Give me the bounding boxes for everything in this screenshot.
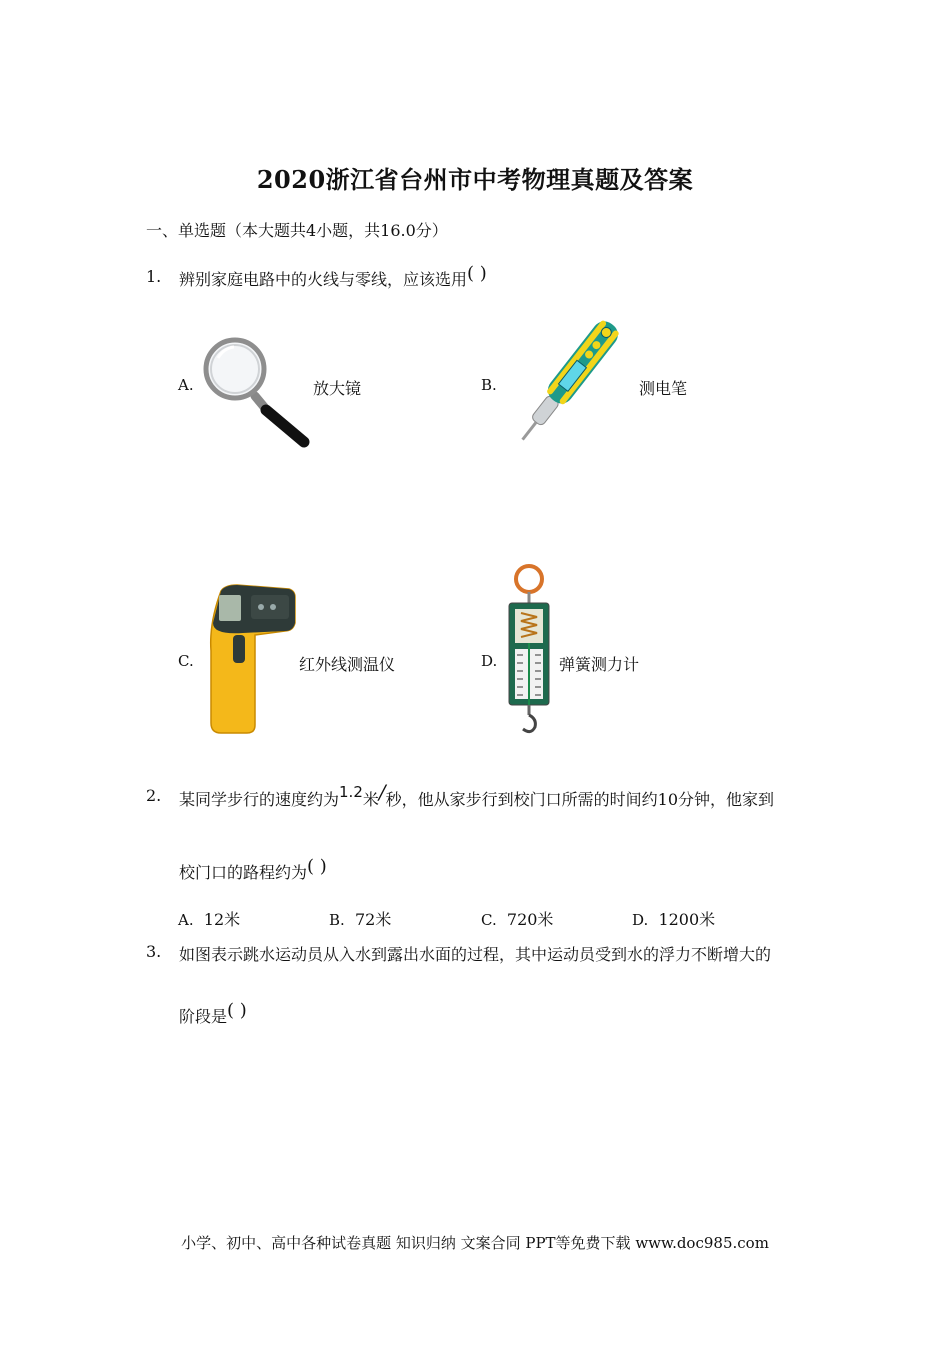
- q3-stem-line2: 阶段是: [179, 1007, 228, 1026]
- test-pen-icon: [505, 308, 640, 448]
- q1-option-d-label: 弹簧测力计: [559, 655, 640, 674]
- infrared-thermometer-icon: [203, 583, 298, 738]
- q2-option-b-label: 72米: [354, 910, 392, 929]
- q2-option-d-letter: D.: [632, 911, 649, 929]
- page-footer: 小学、初中、高中各种试卷真题 知识归纳 文案合同 PPT等免费下载 www.doc985.com: [181, 1234, 769, 1252]
- magnifying-glass-icon: [200, 336, 315, 451]
- q1-option-d-letter: D.: [481, 652, 498, 670]
- q2-stem-start: 某同学步行的速度约为: [179, 790, 340, 809]
- q2-option-a: [178, 907, 240, 930]
- q1-answer-paren: ( ): [467, 263, 487, 284]
- q2-text-line2: [179, 856, 327, 883]
- page-title: 2020浙江省台州市中考物理真题及答案: [256, 165, 694, 194]
- q2-speed-unit-meter: 米: [362, 790, 379, 809]
- q1-stem: 辨别家庭电路中的火线与零线，应该选用: [179, 270, 468, 289]
- q3-number: 3.: [146, 942, 162, 961]
- q2-option-d: [632, 907, 715, 930]
- q2-option-c: [481, 907, 553, 930]
- q2-number: 2.: [146, 786, 162, 805]
- q2-text: [179, 780, 775, 810]
- q1-option-c-label: 红外线测温仪: [299, 655, 396, 674]
- q3-text-line2: [179, 1000, 247, 1027]
- q1-option-a-letter: A.: [178, 376, 194, 394]
- q2-option-d-label: 1200米: [658, 910, 716, 929]
- q2-option-b-letter: B.: [329, 911, 345, 929]
- q2-option-c-letter: C.: [481, 911, 497, 929]
- q3-text: 如图表示跳水运动员从入水到露出水面的过程，其中运动员受到水的浮力不断增大的: [179, 945, 772, 964]
- q1-option-b-letter: B.: [481, 376, 497, 394]
- q2-stem-line2: 校门口的路程约为: [179, 863, 308, 882]
- q2-stem-end: 秒，他从家步行到校门口所需的时间约10分钟，他家到: [385, 790, 775, 809]
- q3-answer-paren: ( ): [227, 1000, 247, 1021]
- q1-text: [179, 263, 487, 290]
- q1-option-a-label: 放大镜: [313, 379, 362, 398]
- q1-number: 1.: [146, 267, 162, 286]
- q2-answer-paren: ( ): [307, 856, 327, 877]
- q2-speed-slash: /: [378, 780, 386, 804]
- q2-speed-value: 1.2: [339, 783, 363, 801]
- q2-option-c-label: 720米: [506, 910, 554, 929]
- q1-option-c-letter: C.: [178, 652, 194, 670]
- q2-option-a-label: 12米: [203, 910, 241, 929]
- q1-option-b-label: 测电笔: [639, 379, 688, 398]
- spring-scale-icon: [503, 563, 555, 738]
- section-heading: 一、单选题（本大题共4小题，共16.0分）: [146, 221, 448, 240]
- q2-option-b: [329, 907, 391, 930]
- q2-option-a-letter: A.: [178, 911, 194, 929]
